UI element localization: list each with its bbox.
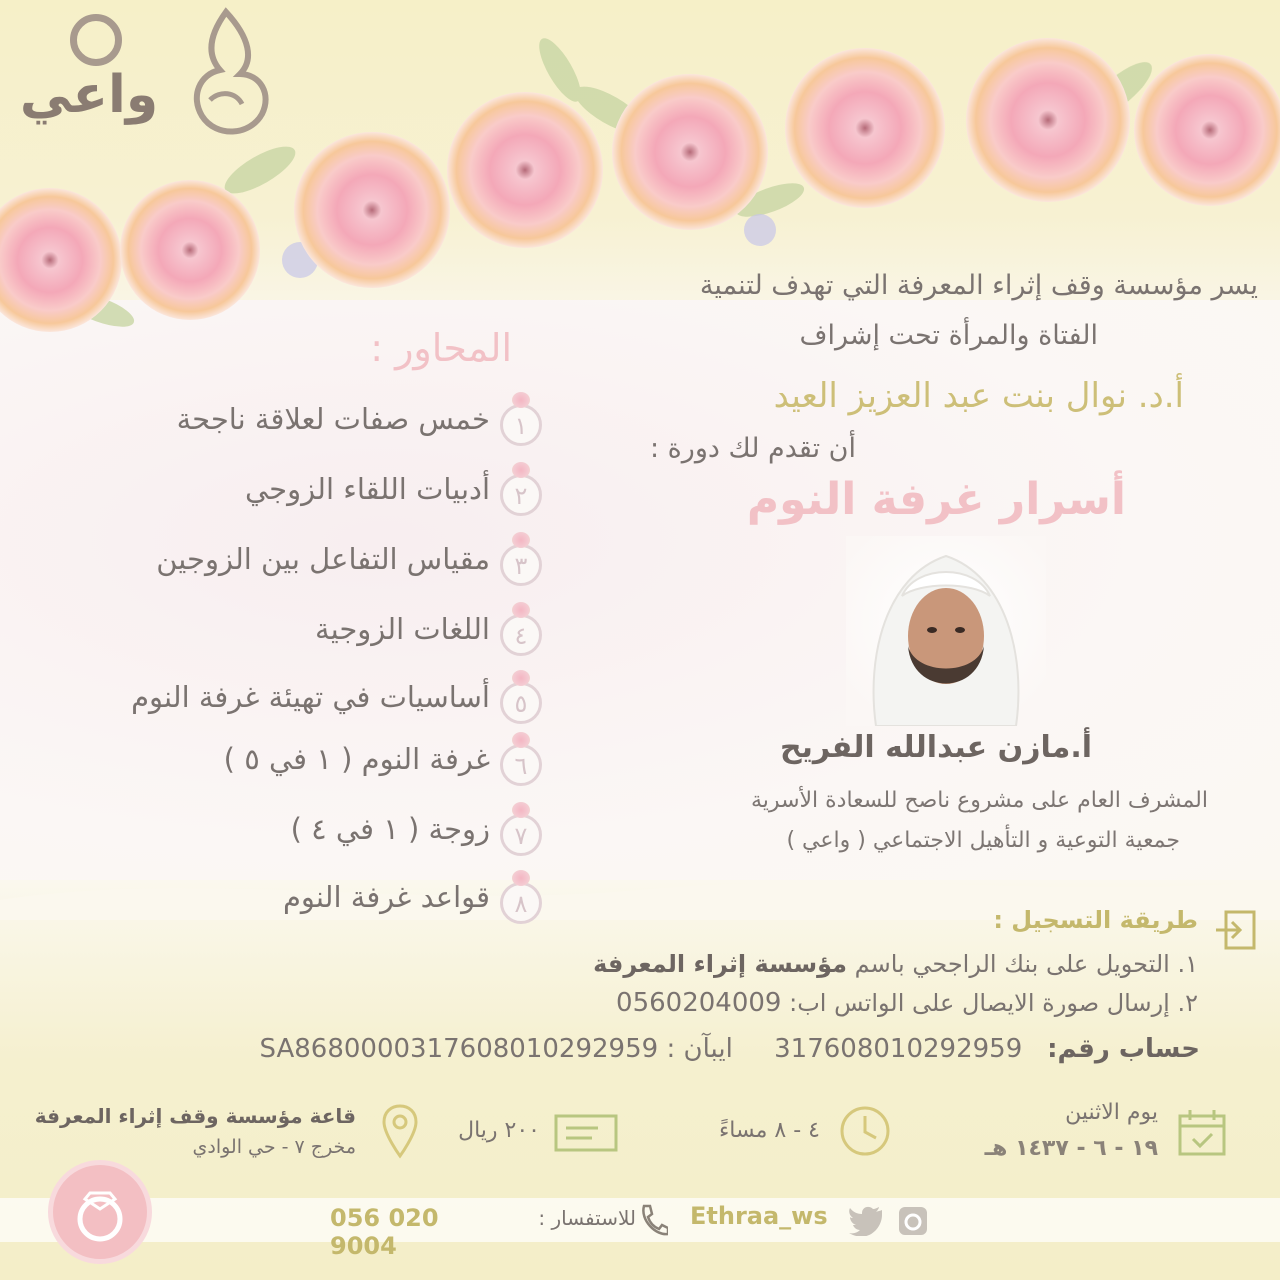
flower-icon [512, 870, 530, 886]
ring-icon [73, 1181, 127, 1243]
event-time: ٤ - ٨ مساءً [718, 1118, 820, 1143]
topic-number-badge: ٢ [500, 474, 542, 516]
clock-icon [838, 1104, 892, 1158]
topic-label: خمس صفات لعلاقة ناجحة [176, 402, 490, 436]
registration-step-1-bank-name: مؤسسة إثراء المعرفة [593, 950, 847, 978]
whatsapp-number: 0560204009 [616, 988, 782, 1018]
topic-label: اللغات الزوجية [315, 612, 490, 646]
topic-label: غرفة النوم ( ١ في ٥ ) [223, 742, 490, 776]
money-icon [552, 1110, 622, 1156]
event-fee: ٢٠٠ ريال [458, 1118, 540, 1143]
flower-icon [512, 670, 530, 686]
event-day: يوم الاثنين [1065, 1100, 1158, 1125]
flower-icon [512, 392, 530, 408]
phone-icon [638, 1204, 668, 1238]
topic-number-badge: ٣ [500, 544, 542, 586]
presents-text: أن تقدم لك دورة : [649, 433, 856, 464]
flower-icon [512, 462, 530, 478]
topic-label: مقياس التفاعل بين الزوجين [156, 542, 490, 576]
topic-item-1 [0, 392, 542, 452]
account-label: حساب رقم: [1047, 1034, 1200, 1064]
topic-label: قواعد غرفة النوم [282, 880, 490, 914]
iban-label: ايبآن : [666, 1034, 733, 1064]
twitter-icon[interactable] [848, 1206, 884, 1236]
intro-line-2: الفتاة والمرأة تحت إشراف [799, 320, 1098, 351]
topic-number-badge: ٧ [500, 814, 542, 856]
intro-line-1: يسر مؤسسة وقف إثراء المعرفة التي تهدف لتنمية [699, 270, 1258, 301]
topic-number-badge: ٦ [500, 744, 542, 786]
topic-item-7 [0, 802, 542, 862]
registration-step-2 [398, 988, 1198, 1018]
registration-title: طريقة التسجيل : [993, 906, 1198, 934]
speaker-role-2: جمعية التوعية و التأهيل الاجتماعي ( واعي ) [786, 828, 1180, 853]
login-icon [1212, 906, 1260, 954]
topic-label: زوجة ( ١ في ٤ ) [290, 812, 490, 846]
registration-step-1-text: ١. التحويل على بنك الراجحي باسم [854, 950, 1198, 978]
topic-item-5 [0, 670, 542, 730]
inquiry-phone[interactable]: 056 020 9004 [330, 1204, 439, 1260]
topic-label: أدبيات اللقاء الزوجي [245, 472, 490, 506]
venue-address: مخرج ٧ - حي الوادي [192, 1136, 356, 1158]
iban-number: SA8680000317608010292959 [259, 1034, 659, 1064]
speaker-photo [846, 536, 1046, 726]
topic-item-2 [0, 462, 542, 522]
waei-logo [14, 14, 164, 124]
topic-item-6 [0, 732, 542, 792]
topic-number-badge: ١ [500, 404, 542, 446]
venue-name: قاعة مؤسسة وقف إثراء المعرفة [34, 1104, 356, 1128]
flower-icon [512, 602, 530, 618]
ethraa-logo [180, 4, 272, 142]
twitter-handle[interactable]: Ethraa_ws [690, 1202, 828, 1230]
instagram-icon[interactable] [896, 1204, 930, 1238]
topic-label: أساسيات في تهيئة غرفة النوم [131, 680, 490, 714]
waei-logo-ring [70, 14, 122, 66]
topic-number-badge: ٤ [500, 614, 542, 656]
registration-step-1 [398, 950, 1198, 978]
event-date: ١٩ - ٦ - ١٤٣٧ هـ [984, 1136, 1158, 1161]
topic-item-3 [0, 532, 542, 592]
speaker-name: أ.مازن عبدالله الفريح [779, 730, 1092, 765]
flower-icon [512, 532, 530, 548]
flower-icon [512, 732, 530, 748]
inquiry-label: للاستفسار : [538, 1206, 636, 1230]
speaker-role-1: المشرف العام على مشروع ناصح للسعادة الأسرية [751, 788, 1208, 813]
location-icon [380, 1102, 420, 1160]
supervisor-name: أ.د. نوال بنت عبد العزيز العيد [773, 376, 1184, 416]
flower-icon [512, 802, 530, 818]
topic-number-badge: ٥ [500, 682, 542, 724]
course-title: أسرار غرفة النوم [746, 474, 1126, 525]
topic-item-8 [0, 870, 542, 930]
account-info [200, 1034, 1200, 1064]
registration-step-2-text: ٢. إرسال صورة الايصال على الواتس اب: [789, 989, 1198, 1017]
topics-title: المحاور : [370, 326, 512, 370]
ring-badge [48, 1160, 152, 1264]
topic-item-4 [0, 602, 542, 662]
calendar-icon [1176, 1106, 1228, 1158]
waei-logo-text: واعي [19, 65, 159, 125]
account-number: 317608010292959 [774, 1034, 1023, 1064]
topic-number-badge: ٨ [500, 882, 542, 924]
